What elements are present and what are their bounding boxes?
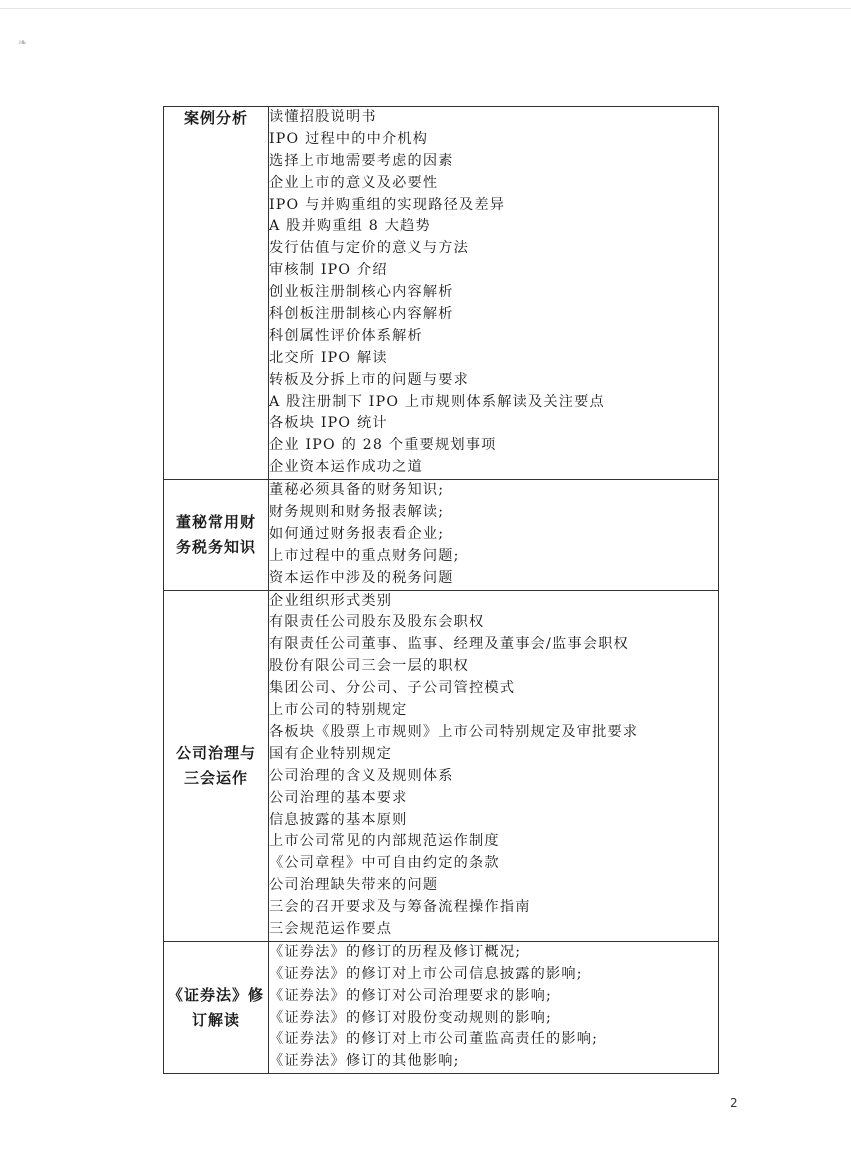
list-item: 《证券法》修订的其他影响;	[269, 1053, 460, 1070]
list-item: 《公司章程》中可自由约定的条款	[269, 855, 500, 872]
section-items	[269, 590, 719, 941]
list-item: 上市公司的特别规定	[269, 702, 408, 719]
list-item: 企业资本运作成功之道	[269, 459, 423, 476]
list-item: IPO 与并购重组的实现路径及差异	[269, 196, 506, 213]
list-item: 股份有限公司三会一层的职权	[269, 658, 470, 675]
list-item: IPO 过程中的中介机构	[269, 130, 429, 147]
section-items	[269, 480, 719, 590]
section-title	[164, 941, 269, 1073]
list-item: 《证券法》的修订对股份变动规则的影响;	[269, 1009, 552, 1026]
list-item: 各板块 IPO 统计	[269, 415, 388, 432]
section-items	[269, 107, 719, 480]
section-title-line: 董秘常用财	[175, 512, 256, 531]
list-item: 转板及分拆上市的问题与要求	[269, 371, 470, 388]
scan-speck-icon: ❧	[18, 36, 28, 49]
scan-edge-line	[0, 8, 851, 9]
list-item: 企业上市的意义及必要性	[269, 174, 439, 191]
list-item: 资本运作中涉及的税务问题	[269, 569, 454, 586]
list-item: 企业组织形式类别	[269, 592, 393, 609]
list-item: 发行估值与定价的意义与方法	[269, 240, 470, 257]
list-item: 各板块《股票上市规则》上市公司特别规定及审批要求	[269, 723, 639, 740]
course-outline-table	[163, 106, 719, 1074]
section-title	[164, 107, 269, 480]
list-item: A 股并购重组 8 大趋势	[269, 218, 431, 235]
list-item: A 股注册制下 IPO 上市规则体系解读及关注要点	[269, 393, 605, 410]
section-title-line: 订解读	[191, 1010, 240, 1029]
table-row	[164, 480, 719, 590]
list-item: 国有企业特别规定	[269, 745, 393, 762]
list-item: 集团公司、分公司、子公司管控模式	[269, 680, 516, 697]
list-item: 公司治理的含义及规则体系	[269, 767, 454, 784]
section-title-line: 案例分析	[183, 109, 248, 127]
list-item: 有限责任公司董事、监事、经理及董事会/监事会职权	[269, 636, 629, 653]
list-item: 读懂招股说明书	[269, 109, 377, 125]
list-item: 《证券法》的修订对上市公司信息披露的影响;	[269, 965, 583, 982]
list-item: 公司治理的基本要求	[269, 789, 408, 806]
section-title	[164, 480, 269, 590]
section-items	[269, 941, 719, 1073]
list-item: 上市公司常见的内部规范运作制度	[269, 833, 500, 850]
list-item: 信息披露的基本原则	[269, 811, 408, 828]
table-row	[164, 107, 719, 480]
list-item: 有限责任公司股东及股东会职权	[269, 614, 485, 631]
table-row	[164, 590, 719, 941]
list-item: 《证券法》的修订对上市公司董监高责任的影响;	[269, 1031, 599, 1048]
section-title-line: 公司治理与	[175, 743, 256, 762]
section-title-line: 三会运作	[183, 768, 248, 787]
list-item: 选择上市地需要考虑的因素	[269, 152, 454, 169]
list-item: 科创板注册制核心内容解析	[269, 306, 454, 323]
section-title-line: 务税务知识	[175, 537, 256, 556]
section-title-line: 《证券法》修	[167, 985, 264, 1004]
list-item: 三会的召开要求及与筹备流程操作指南	[269, 899, 531, 916]
list-item: 企业 IPO 的 28 个重要规划事项	[269, 437, 497, 454]
list-item: 如何通过财务报表看企业;	[269, 525, 445, 542]
list-item: 北交所 IPO 解读	[269, 349, 388, 366]
list-item: 科创属性评价体系解析	[269, 327, 423, 344]
list-item: 创业板注册制核心内容解析	[269, 284, 454, 301]
list-item: 董秘必须具备的财务知识;	[269, 482, 445, 499]
list-item: 公司治理缺失带来的问题	[269, 877, 439, 894]
list-item: 审核制 IPO 介绍	[269, 262, 388, 279]
section-title	[164, 590, 269, 941]
list-item: 三会规范运作要点	[269, 920, 393, 937]
page-number: 2	[730, 1096, 738, 1110]
list-item: 上市过程中的重点财务问题;	[269, 547, 460, 564]
list-item: 《证券法》的修订的历程及修订概况;	[269, 943, 522, 960]
table-row	[164, 941, 719, 1073]
list-item: 财务规则和财务报表解读;	[269, 504, 445, 521]
list-item: 《证券法》的修订对公司治理要求的影响;	[269, 987, 552, 1004]
